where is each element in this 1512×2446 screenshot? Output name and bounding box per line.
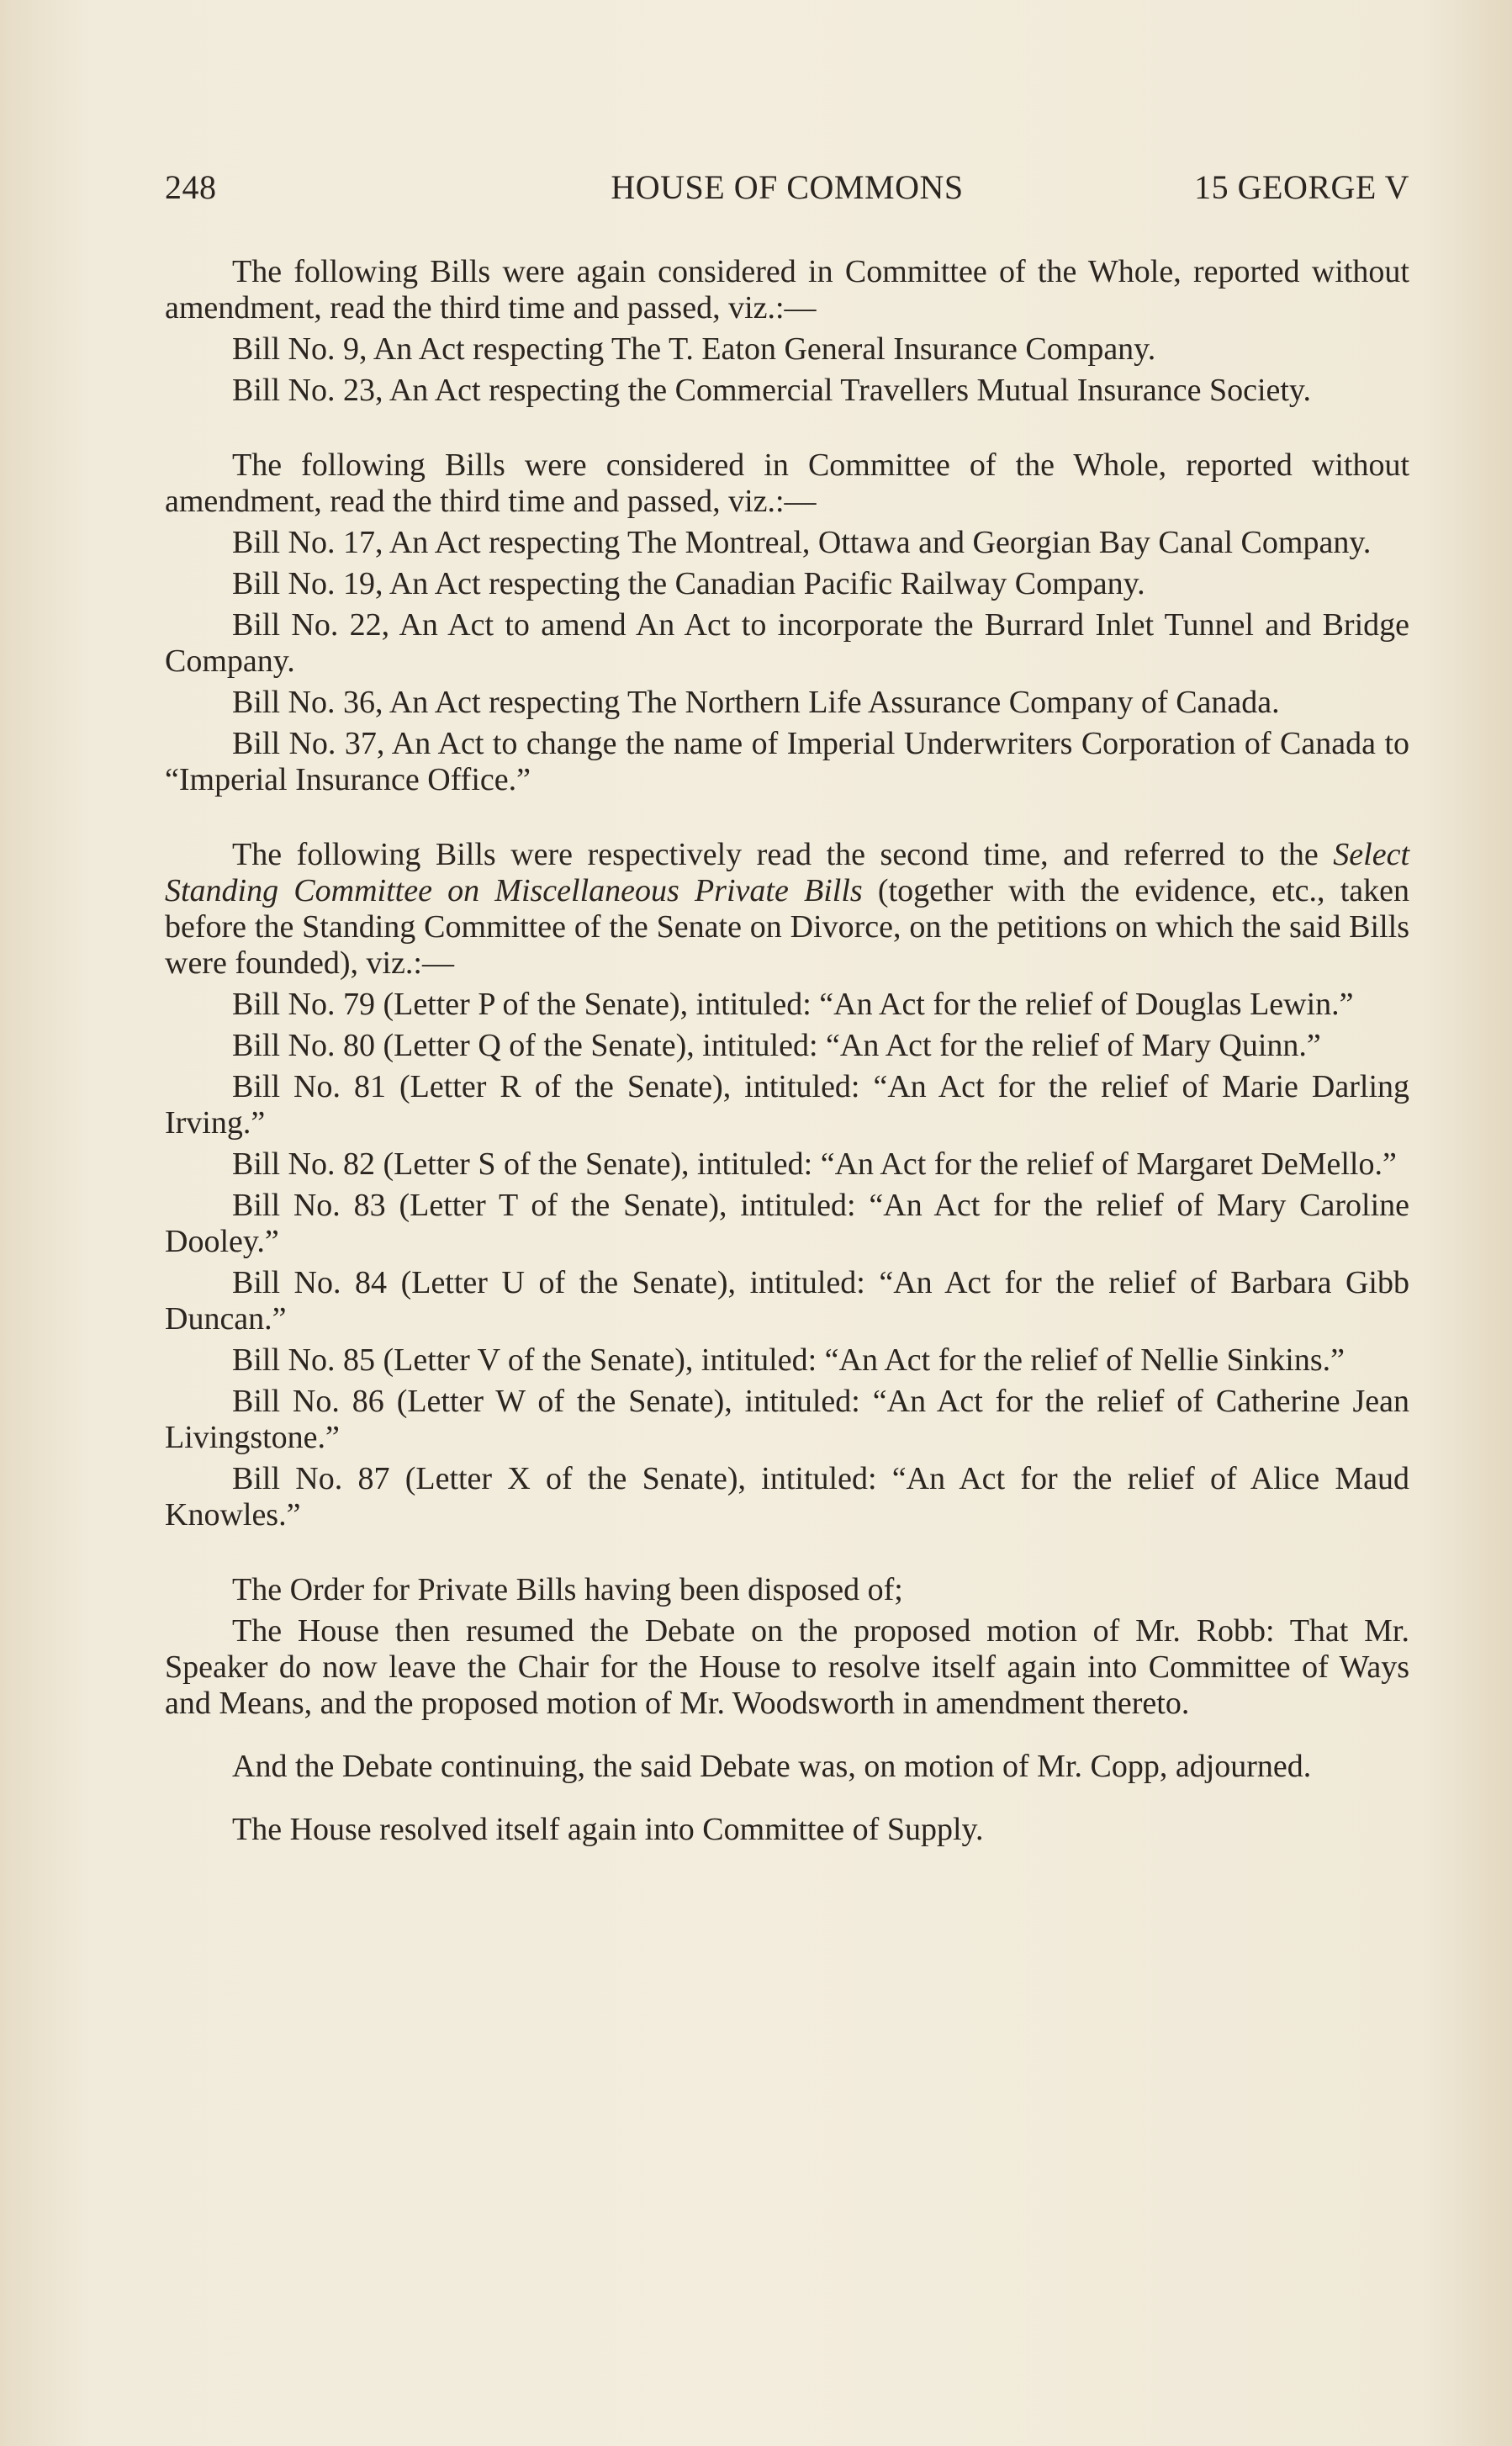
bill-entry: Bill No. 86 (Letter W of the Senate), intituled: “An Act for the relief of Catherine Jean Livingstone.” [165, 1384, 1409, 1455]
page-number: 248 [165, 168, 217, 206]
bill-entry: Bill No. 19, An Act respecting the Canadian Pacific Railway Company. [232, 566, 1145, 601]
bill-entry: Bill No. 36, An Act respecting The Northern Life Assurance Company of Canada. [232, 685, 1280, 720]
bill-entry: Bill No. 85 (Letter V of the Senate), intituled: “An Act for the relief of Nellie Sinkins.” [232, 1342, 1345, 1378]
section-intro: The following Bills were considered in Committee of the Whole, reported without amendment, read the third time and passed, viz.:— [165, 447, 1409, 519]
section-debate [165, 1572, 1409, 1722]
bill-entry: Bill No. 17, An Act respecting The Montreal, Ottawa and Georgian Bay Canal Company. [232, 525, 1372, 560]
bill-entry: Bill No. 82 (Letter S of the Senate), intituled: “An Act for the relief of Margaret DeMello.” [232, 1146, 1397, 1182]
committee-of-supply: The House resolved itself again into Committee of Supply. [232, 1812, 984, 1847]
bill-entry: Bill No. 84 (Letter U of the Senate), intituled: “An Act for the relief of Barbara Gibb Duncan.” [165, 1265, 1409, 1337]
journal-body [165, 254, 1409, 1853]
committee-name: Select Standing Committee on Miscellaneous Private Bills [165, 837, 1410, 908]
section-second-reading [165, 837, 1409, 1533]
regnal-year: 15 GEORGE V [1194, 168, 1409, 206]
section-intro: The following Bills were again considered in Committee of the Whole, reported without amendment, read the third time and passed, viz.:— [165, 254, 1409, 326]
section-third-reading [165, 447, 1409, 798]
debate-adjourned: And the Debate continuing, the said Debate was, on motion of Mr. Copp, adjourned. [232, 1749, 1312, 1784]
bill-entry: Bill No. 79 (Letter P of the Senate), intituled: “An Act for the relief of Douglas Lewin.” [232, 987, 1354, 1022]
bill-entry: Bill No. 80 (Letter Q of the Senate), intituled: “An Act for the relief of Mary Quinn.” [232, 1028, 1321, 1063]
bill-entry: Bill No. 81 (Letter R of the Senate), intituled: “An Act for the relief of Marie Darling Irving.” [165, 1069, 1409, 1141]
bill-entry: Bill No. 83 (Letter T of the Senate), intituled: “An Act for the relief of Mary Caroline Dooley.” [165, 1188, 1409, 1259]
bill-entry: Bill No. 87 (Letter X of the Senate), intituled: “An Act for the relief of Alice Maud Knowles.” [165, 1461, 1409, 1533]
bill-entry: Bill No. 9, An Act respecting The T. Eaton General Insurance Company. [232, 331, 1156, 367]
journal-title: HOUSE OF COMMONS [611, 168, 964, 206]
section-third-reading-again [165, 254, 1409, 409]
section-intro [165, 837, 1409, 982]
bill-entry: Bill No. 23, An Act respecting the Commercial Travellers Mutual Insurance Society. [232, 373, 1311, 408]
intro-after: (together with the evidence, etc., taken before the Standing Committee of the Senate on Divorce, on the petitions on which the said Bills were founded), viz.:— [165, 873, 1409, 981]
bill-entry: Bill No. 37, An Act to change the name of Imperial Underwriters Corporation of Canada to “Imperial Insurance Office.” [165, 726, 1409, 797]
bill-entry: Bill No. 22, An Act to amend An Act to incorporate the Burrard Inlet Tunnel and Bridge Company. [165, 607, 1409, 679]
debate-resumed: The House then resumed the Debate on the proposed motion of Mr. Robb: That Mr. Speaker do now leave the Chair for the House to resolve itself again into Committee of Ways and Means, and the proposed motion of Mr. Woodsworth in amendment thereto. [165, 1613, 1409, 1721]
order-disposed: The Order for Private Bills having been disposed of; [232, 1572, 903, 1607]
intro-before: The following Bills were respectively read the second time, and referred to the [232, 837, 1319, 872]
page-header [165, 165, 1409, 210]
